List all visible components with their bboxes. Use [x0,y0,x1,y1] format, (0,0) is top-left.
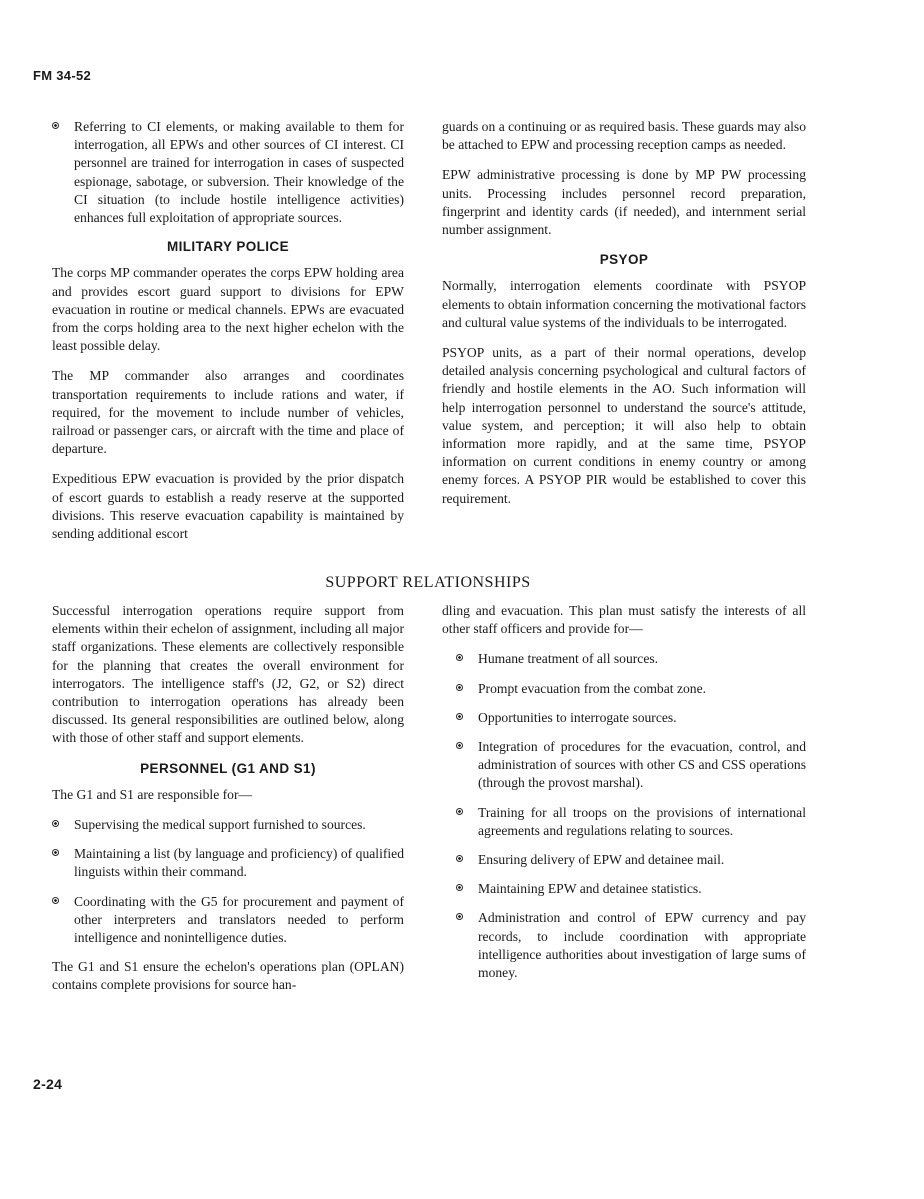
mp-paragraph-3: Expeditious EPW evacuation is provided by the prior dispatch of escort guards to establish a ready reserve at the supported divisions. This reserve evacuation capability is maintained by sending additional escort [52,471,404,542]
g1-bullet-text: Supervising the medical support furnished to sources. [74,817,366,833]
bullet-icon [456,654,463,661]
psyop-paragraph-1: Normally, interrogation elements coordinate with PSYOP elements to obtain information concerning the motivational factors and cultural value systems of the individuals to be interrogated. [442,278,806,330]
bullet-icon [456,855,463,862]
plan-bullet-text: Integration of procedures for the evacuation, control, and administration of sources with other CS and CSS operations (through the provost marshal). [478,739,806,791]
plan-bullet [456,738,806,793]
support-intro: Successful interrogation operations require support from elements within their echelon of assignment, including all major staff organizations. These elements are collectively responsible for the planning that creates the overall environment for interrogators. The intelligence staff's (J2, G2, or S2) direct contribution to interrogation operations has already been discussed. Its general responsibilities are outlined below, along with those of other staff and support elements. [52,603,404,746]
plan-bullet-text: Training for all troops on the provisions of international agreements and regulations relating to sources. [478,804,806,838]
bullet-icon [456,713,463,720]
bullet-ci-text: Referring to CI elements, or making available to them for interrogation, all EPWs and other sources of CI interest. CI personnel are trained for interrogation in cases of suspected espionage, sabotage, or subversion. Their knowledge of the CI situation (to include hostile intelligence activities) enhances full exploitation of appropriate sources. [74,119,404,226]
bullet-icon [456,884,463,891]
plan-bullet [456,851,806,869]
top-left-column [52,118,404,555]
g1-closing: The G1 and S1 ensure the echelon's operations plan (OPLAN) contains complete provisions for source han- [52,959,404,993]
bullet-icon [456,742,463,749]
g1-bullet-text: Maintaining a list (by language and proficiency) of qualified linguists within their command. [74,846,404,880]
bullet-icon [52,122,59,129]
plan-bullet [456,680,806,698]
bullet-icon [456,808,463,815]
g1-bullet-text: Coordinating with the G5 for procurement and payment of other interpreters and translators needed to perform intelligence and nonintelligence duties. [74,893,404,946]
plan-continuation: dling and evacuation. This plan must satisfy the interests of all other staff officers and provide for— [442,603,806,637]
g1-bullet [52,893,404,948]
psyop-heading: PSYOP [599,252,649,268]
mp-paragraph-2: The MP commander also arranges and coordinates transportation requirements to include rations and water, if required, for the movement to include number of vehicles, railroad or passenger cars, or aircraft with the time and place of departure. [52,368,404,457]
plan-bullet-text: Ensuring delivery of EPW and detainee mail. [478,852,725,868]
mp-paragraph-1: The corps MP commander operates the corps EPW holding area and provides escort guard support to divisions for EPW evacuation in routine or medical channels. EPWs are evacuated from the corps holding area to the next higher echelon with the least possible delay. [52,265,404,354]
page-number: 2-24 [33,1076,63,1092]
bottom-right-column [442,602,806,993]
plan-bullet-text: Maintaining EPW and detainee statistics. [478,881,702,897]
bullet-ci [52,118,404,227]
plan-bullet [456,650,806,668]
g1-bullet [52,845,404,881]
plan-bullet [456,880,806,898]
g1-bullet [52,816,404,834]
plan-bullet [456,804,806,840]
epw-processing-paragraph: EPW administrative processing is done by MP PW processing units. Processing includes personnel record preparation, fingerprint and identity cards (if needed), and internment serial number assignment. [442,167,806,238]
bullet-icon [456,913,463,920]
bullet-icon [52,897,59,904]
plan-bullet-text: Prompt evacuation from the combat zone. [478,680,707,696]
plan-bullet-text: Humane treatment of all sources. [478,651,659,667]
escort-continuation: guards on a continuing or as required basis. These guards may also be attached to EPW and processing reception camps as needed. [442,119,806,153]
section-title: SUPPORT RELATIONSHIPS [325,574,531,591]
plan-bullet [456,909,806,982]
bullet-icon [456,684,463,691]
top-right-column [442,118,806,520]
document-id: FM 34-52 [33,68,92,83]
g1-intro: The G1 and S1 are responsible for— [52,786,253,802]
plan-bullet [456,709,806,727]
plan-bullet-text: Administration and control of EPW currency and pay records, to include coordination with appropriate intelligence authorities about investigation of large sums of money. [478,910,806,981]
plan-bullet-text: Opportunities to interrogate sources. [478,709,677,725]
bottom-left-column [52,602,404,1007]
bullet-icon [52,849,59,856]
bullet-icon [52,820,59,827]
military-police-heading: MILITARY POLICE [166,239,289,255]
psyop-paragraph-2: PSYOP units, as a part of their normal operations, develop detailed analysis concerning psychological and cultural factors of friendly and hostile elements in the AO. Such information will help interrogation personnel to understand the source's attitude, value system, and perception; it will also help to obtain information more rapidly, and at the same time, PSYOP information on current conditions in enemy country or among enemy forces. A PSYOP PIR would be established to cover this requirement. [442,345,806,506]
personnel-heading: PERSONNEL (G1 AND S1) [140,760,316,776]
